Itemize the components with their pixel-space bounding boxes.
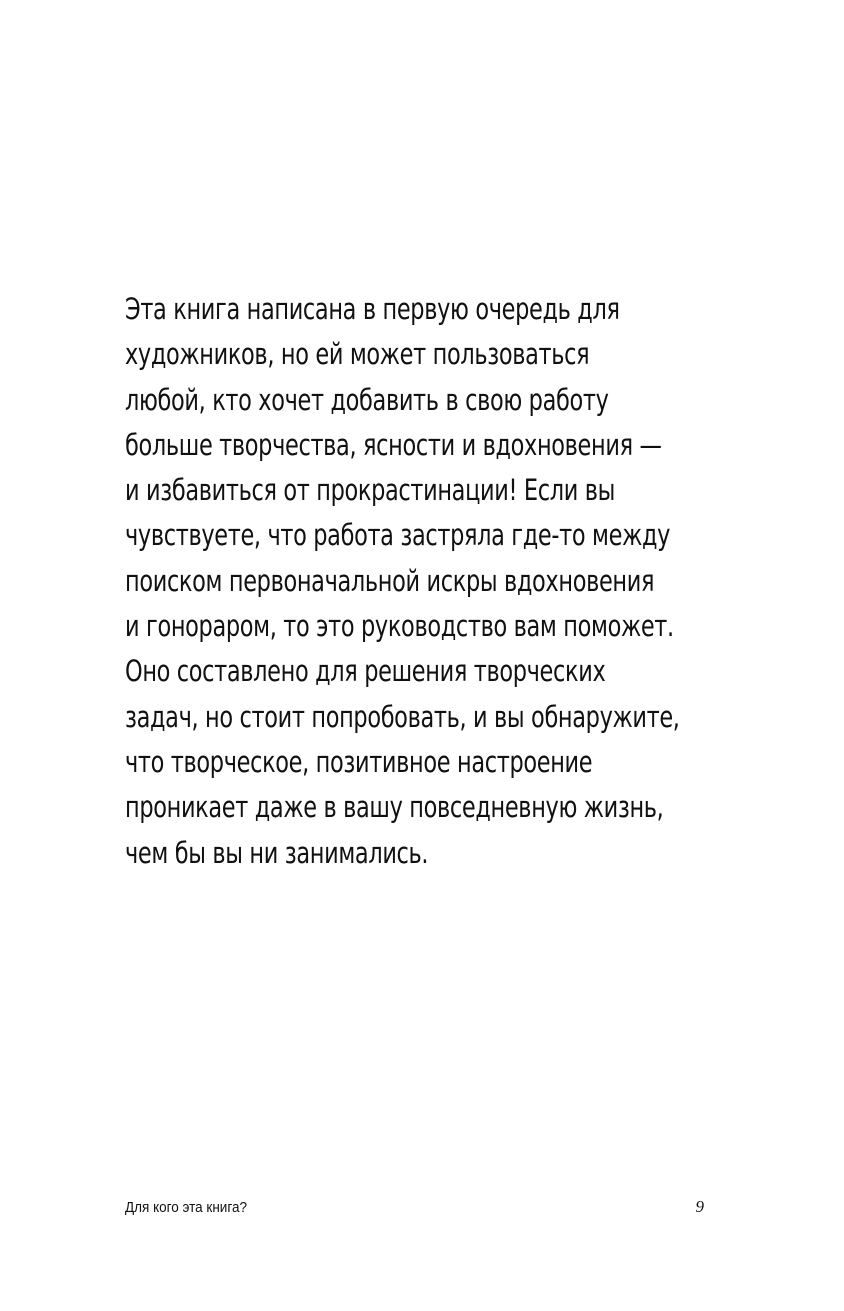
body-paragraph [125,287,725,876]
paragraph-line: чем бы вы ни занимались. [125,835,429,870]
paragraph-line: Эта книга написана в первую очередь для [125,292,620,326]
paragraph-line: проникает даже в вашу повседневную жизнь, [125,790,664,825]
page-number: 9 [695,1197,704,1216]
paragraph-line: Оно составлено для решения творческих [125,654,606,689]
running-title: Для кого эта книга? [125,1199,247,1216]
paragraph-line: и избавиться от прокрастинации! Если вы [125,473,615,508]
paragraph-line: чувствуете, что работа застряла где-то между [125,518,671,553]
paragraph-line: больше творчества, ясности и вдохновения — [125,427,662,462]
paragraph-line: и гонораром, то это руководство вам поможет. [125,609,674,644]
paragraph-line: поиском первоначальной искры вдохновения [125,563,655,598]
paragraph-line: любой, кто хочет добавить в свою работу [125,382,609,417]
paragraph-line: задач, но стоит попробовать, и вы обнаружите, [125,699,680,734]
paragraph-line: что творческое, позитивное настроение [125,744,593,779]
paragraph-line: художников, но ей может пользоваться [125,337,590,372]
